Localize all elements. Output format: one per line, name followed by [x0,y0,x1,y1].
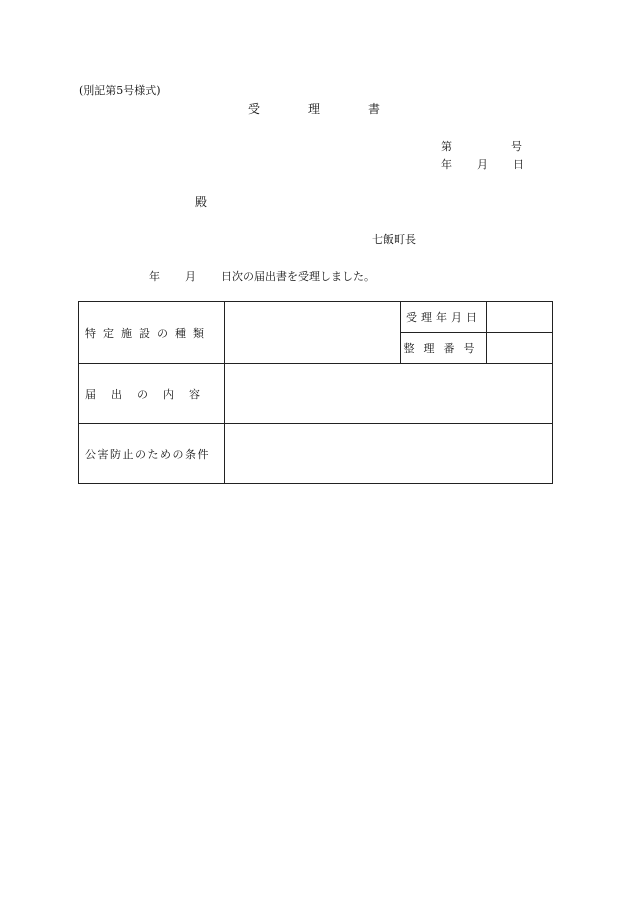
body-year: 年 [149,270,160,283]
reference-number-label: 整理番号 [401,333,487,364]
date-day: 日 [513,158,524,171]
number-prefix: 第 [441,140,452,153]
body-rest: 日次の届出書を受理しました。 [221,270,375,283]
received-date-label: 受理年月日 [401,302,487,333]
pollution-conditions-value[interactable] [225,424,553,484]
facility-type-value[interactable] [225,302,401,364]
issuer: 七飯町長 [372,233,416,246]
date-month: 月 [477,158,488,171]
date-year: 年 [441,158,452,171]
notification-content-value[interactable] [225,364,553,424]
number-suffix: 号 [511,140,522,153]
body-text [149,268,375,284]
form-label: (別記第5号様式) [79,84,161,97]
facility-type-label: 特定施設の種類 [79,302,225,364]
notification-content-label: 届出の内容 [79,364,225,424]
receipt-table [78,301,553,484]
reference-number-value[interactable] [487,333,553,364]
addressee: 殿 [195,195,208,209]
pollution-conditions-label: 公害防止のための条件 [79,424,225,484]
title-char-3: 書 [368,102,381,116]
received-date-value[interactable] [487,302,553,333]
document-number [441,138,522,154]
document-title [248,100,380,117]
document-date [441,156,524,172]
title-char-1: 受 [248,102,261,116]
body-month: 月 [185,270,196,283]
title-char-2: 理 [308,102,321,116]
